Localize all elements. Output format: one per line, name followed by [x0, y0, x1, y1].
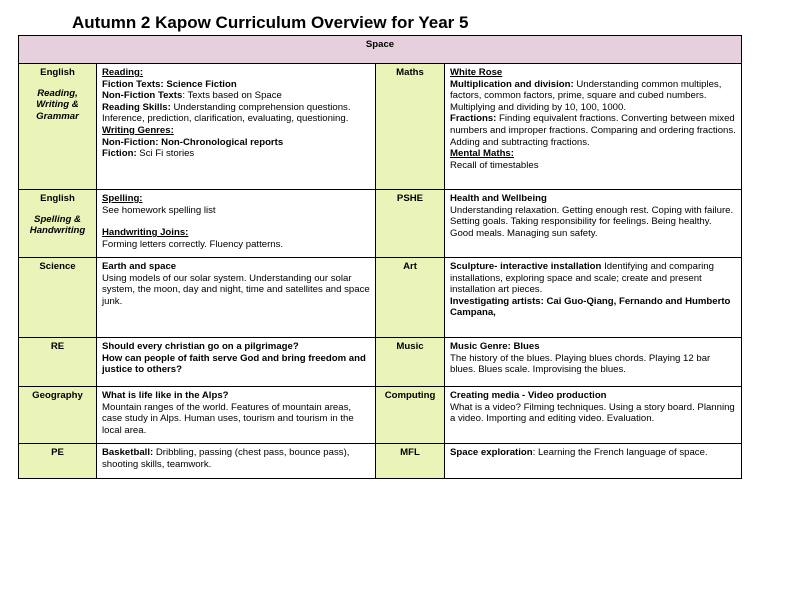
subject-name: Maths	[396, 67, 424, 78]
subject-label-pe	[19, 444, 97, 479]
subject-label-geography	[19, 387, 97, 444]
bold-label: Reading Skills:	[102, 101, 171, 113]
content-line	[450, 67, 736, 79]
body-text: : Learning the French language of space.	[532, 447, 708, 458]
content-line	[102, 67, 370, 79]
body-text: See homework spelling list	[102, 204, 216, 216]
content-line	[450, 148, 736, 160]
section-heading: Writing Genres:	[102, 124, 174, 136]
subject-subtitle: Spelling & Handwriting	[29, 213, 86, 237]
table-row	[19, 258, 742, 338]
bold-label: Should every christian go on a pilgrimage?	[102, 341, 299, 352]
subject-content-pe	[97, 444, 376, 479]
bold-label: Creating media - Video production	[450, 390, 607, 401]
subject-name: PE	[51, 447, 64, 458]
subject-content-mfl	[445, 444, 742, 479]
curriculum-table	[18, 35, 742, 479]
subject-label-computing	[376, 387, 445, 444]
bold-label: What is life like in the Alps?	[102, 390, 229, 401]
content-line	[102, 390, 370, 402]
content-line	[102, 261, 370, 273]
table-row	[19, 64, 742, 190]
subject-label-pshe	[376, 190, 445, 258]
content-line	[450, 261, 736, 296]
content-line	[450, 113, 736, 148]
section-heading: White Rose	[450, 67, 503, 78]
content-line	[450, 390, 736, 402]
topic-title: Space	[19, 36, 742, 64]
subject-name: PSHE	[396, 193, 424, 204]
bold-label: Fiction:	[102, 148, 137, 160]
body-text: Identifying and comparing installations, exploring space and scale; create and present installation art pieces.	[450, 261, 714, 296]
content-line	[102, 125, 370, 137]
body-text: Dribbling, passing (chest pass, bounce pass), shooting skills, teamwork.	[102, 447, 350, 470]
body-text: Finding equivalent fractions. Converting between mixed numbers and improper fractions. Comparing and ordering fractions. Adding and subtracting fractions.	[450, 113, 736, 148]
content-line	[102, 353, 370, 376]
content-line	[102, 402, 370, 437]
content-line	[102, 205, 370, 217]
content-line	[102, 148, 370, 160]
bold-label: How can people of faith serve God and bring freedom and justice to others?	[102, 352, 366, 376]
subject-content-maths	[445, 64, 742, 190]
table-row	[19, 338, 742, 387]
bold-label: Fiction Texts: Science Fiction	[102, 78, 237, 90]
body-text: Understanding comprehension questions. Inference, prediction, clarification, evaluating, questioning.	[102, 101, 351, 125]
bold-label: Basketball:	[102, 447, 154, 458]
content-line	[450, 193, 736, 205]
subject-name: Geography	[32, 390, 83, 401]
subject-name: Music	[396, 341, 424, 352]
content-line	[102, 227, 370, 239]
section-heading: Handwriting Joins:	[102, 227, 189, 239]
content-line	[450, 402, 736, 425]
content-line	[102, 341, 370, 353]
subject-name: Art	[403, 261, 417, 272]
content-line	[450, 160, 736, 172]
subject-content-art	[445, 258, 742, 338]
subject-label-music	[376, 338, 445, 387]
bold-label: Earth and space	[102, 261, 177, 272]
table-row	[19, 444, 742, 479]
subject-name: RE	[50, 341, 65, 352]
subject-name: MFL	[400, 447, 420, 458]
subject-content-pshe	[445, 190, 742, 258]
table-row	[19, 387, 742, 444]
body-text: Recall of timestables	[450, 159, 539, 171]
content-line	[450, 79, 736, 114]
bold-label: Non-Fiction: Non-Chronological reports	[102, 136, 284, 148]
subject-label-mfl	[376, 444, 445, 479]
body-text: Understanding common multiples, factors, common factors, prime, square and cubed numbers. Multiplying and dividing by 10, 100, 1000.	[450, 78, 722, 113]
subject-name: English	[40, 67, 75, 78]
content-line	[450, 205, 736, 240]
subject-label-art	[376, 258, 445, 338]
subject-label-re	[19, 338, 97, 387]
content-line	[102, 239, 370, 251]
body-text: Mountain ranges of the world. Features of mountain areas, case study in Alps. Human uses, tourism and tourism in the local area.	[102, 401, 354, 436]
content-line	[450, 341, 736, 353]
content-line	[102, 90, 370, 102]
subject-name: English	[40, 193, 75, 204]
topic-header-row	[19, 36, 742, 64]
bold-label: Fractions:	[450, 113, 497, 125]
section-heading: Reading:	[102, 67, 144, 78]
content-line	[102, 79, 370, 91]
bold-label: Music Genre: Blues	[450, 341, 540, 352]
content-line	[102, 137, 370, 149]
content-line	[102, 193, 370, 205]
subject-content-geography	[97, 387, 376, 444]
subject-label-science	[19, 258, 97, 338]
subject-content-english	[97, 190, 376, 258]
bold-label: Investigating artists: Cai Guo-Qiang, Fernando and Humberto Campana,	[450, 295, 731, 319]
subject-name: Science	[39, 261, 76, 272]
content-line	[450, 296, 736, 319]
body-text: : Texts based on Space	[182, 90, 282, 102]
content-line	[450, 447, 736, 459]
subject-content-re	[97, 338, 376, 387]
bold-label: Space exploration	[450, 447, 533, 458]
body-text: What is a video? Filming techniques. Using a story board. Planning a video. Importing and editing video. Evaluation.	[450, 401, 735, 425]
body-text: Forming letters correctly. Fluency patterns.	[102, 238, 284, 250]
content-line	[102, 273, 370, 308]
section-heading: Spelling:	[102, 193, 143, 204]
subject-content-computing	[445, 387, 742, 444]
content-line	[450, 353, 736, 376]
bold-label: Multiplication and division:	[450, 78, 574, 90]
subject-content-science	[97, 258, 376, 338]
subject-subtitle: Reading, Writing & Grammar	[36, 87, 79, 122]
page-title: Autumn 2 Kapow Curriculum Overview for Year 5	[72, 13, 469, 32]
table-row	[19, 190, 742, 258]
subject-label-maths	[376, 64, 445, 190]
body-text: The history of the blues. Playing blues chords. Playing 12 bar blues. Blues scale. Improvising the blues.	[450, 352, 711, 376]
content-line	[102, 447, 370, 470]
spacer	[102, 216, 370, 227]
content-line	[102, 102, 370, 125]
body-text: Sci Fi stories	[136, 148, 195, 160]
subject-label-english-reading-writing-grammar	[19, 64, 97, 190]
subject-name: Computing	[384, 390, 436, 401]
body-text: Understanding relaxation. Getting enough rest. Coping with failure. Setting goals. Taking responsibility for feelings. Being healthy. Good meals. Managing sun safety.	[450, 204, 734, 239]
bold-label: Non-Fiction Texts	[102, 90, 183, 102]
subject-content-music	[445, 338, 742, 387]
bold-label: Health and Wellbeing	[450, 193, 547, 204]
subject-content-english	[97, 64, 376, 190]
bold-label: Sculpture- interactive installation	[450, 261, 602, 272]
section-heading: Mental Maths:	[450, 148, 514, 160]
subject-label-english-spelling-handwriting	[19, 190, 97, 258]
body-text: Using models of our solar system. Understanding our solar system, the moon, day and night, time and satellites and space junk.	[102, 272, 370, 307]
